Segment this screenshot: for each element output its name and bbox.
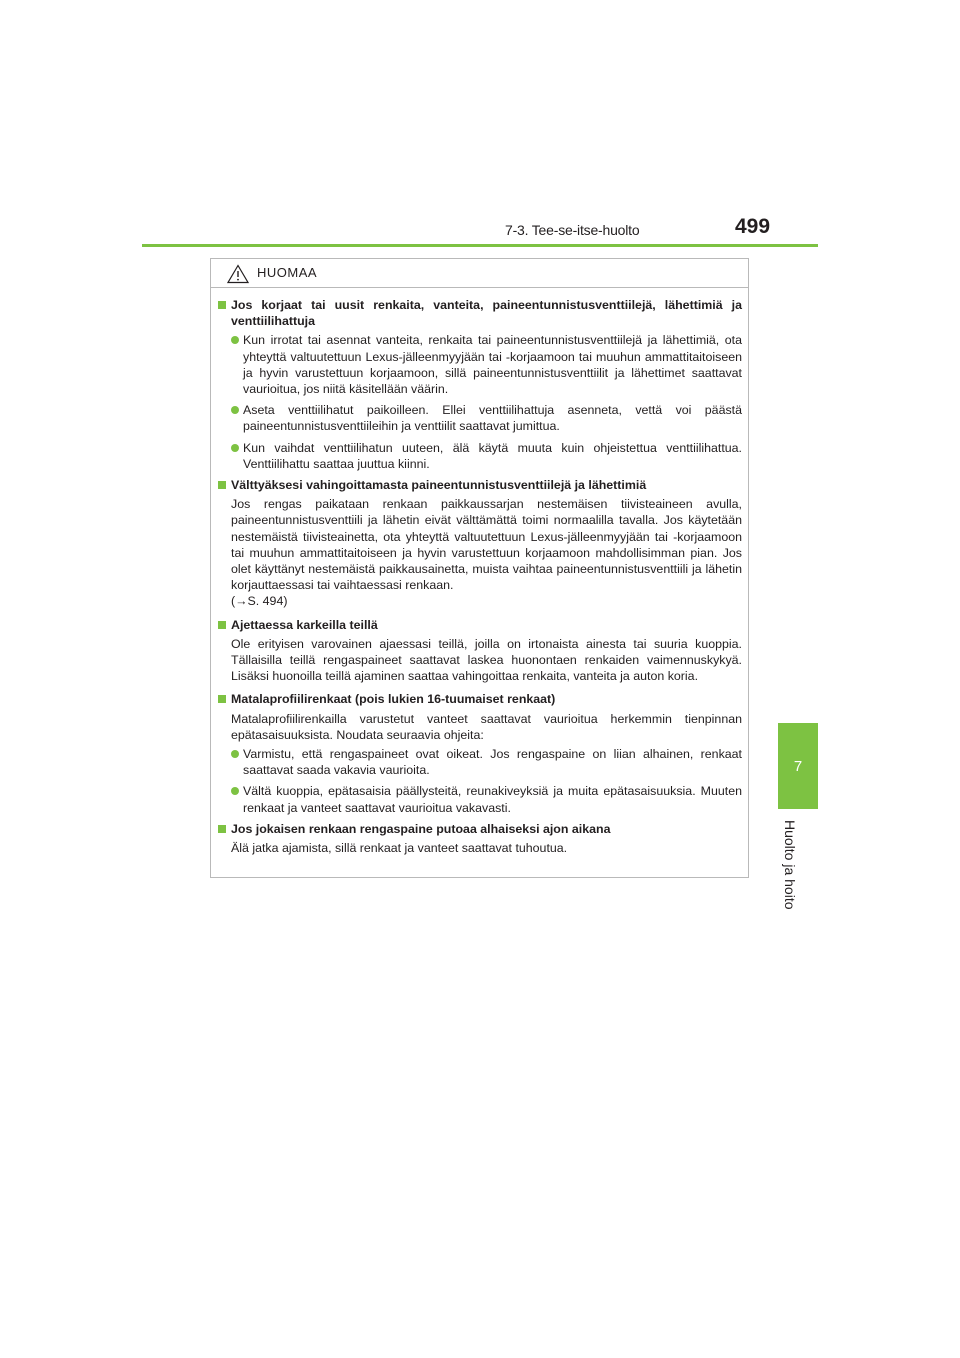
square-bullet-icon: [218, 695, 226, 703]
dot-bullet-icon: [231, 750, 239, 758]
notice-box: [210, 258, 749, 878]
warning-triangle-icon: [227, 264, 249, 284]
chapter-number: 7: [793, 757, 803, 775]
square-bullet-icon: [218, 481, 226, 489]
section-pressure-drop: [218, 821, 742, 856]
notice-label: HUOMAA: [257, 265, 318, 280]
section-paragraph: Matalaprofiilirenkailla varustetut vanteet saattavat vaurioitua herkemmin tienpinnan epätasaisuuksista. Noudata seuraavia ohjeita:: [231, 711, 742, 742]
header-divider: [142, 244, 818, 247]
page-number: 499: [735, 215, 771, 238]
section-heading: Matalaprofiilirenkaat (pois lukien 16-tuumaiset renkaat): [218, 691, 742, 707]
notice-header: [211, 259, 748, 288]
chapter-tab[interactable]: [778, 723, 818, 809]
square-bullet-icon: [218, 825, 226, 833]
notice-body: [211, 297, 748, 859]
section-heading: Jos jokaisen renkaan rengaspaine putoaa alhaiseksi ajon aikana: [218, 821, 742, 837]
page-reference-link[interactable]: (→S. 494): [231, 594, 288, 609]
list-item: Varmistu, että rengaspaineet ovat oikeat. Jos rengaspaine on liian alhainen, renkaat saattavat saada vakavia vaurioita.: [231, 746, 742, 778]
list-item: Vältä kuoppia, epätasaisia päällysteitä, reunakiveyksiä ja muita epätasaisuuksia. Muuten renkaat ja vanteet saattavat vaurioitua vakavasti.: [231, 783, 742, 815]
section-paragraph: Älä jatka ajamista, sillä renkaat ja vanteet saattavat tuhoutua.: [231, 841, 568, 856]
list-item: Kun irrotat tai asennat vanteita, renkaita tai paineentunnistusventtiilejä ja lähettimiä, ota yhteyttä valtuutettuun Lexus-jälleenmyyjään tai -korjaamoon tai muuhun ammattitaitoiseen ja hyvin varustettuun korjaamoon, sillä paineentunnistusventtiilit ja lähettimet saattavat vaurioitua, jos niitä käsitellään väärin.: [231, 332, 742, 397]
section-heading: Jos korjaat tai uusit renkaita, vanteita, paineentunnistusventtiilejä, lähettimiä ja venttiilihattuja: [218, 297, 742, 329]
section-low-profile: [218, 691, 742, 815]
section-heading: Välttyäksesi vahingoittamasta paineentunnistusventtiilejä ja lähettimiä: [218, 477, 742, 493]
list-item: Aseta venttiilihatut paikoilleen. Ellei venttiilihattuja asenneta, vettä voi päästä paineentunnistusventtiileihin ja venttiilit saattavat jumittua.: [231, 402, 742, 434]
section-avoid-damage: [218, 477, 742, 617]
section-paragraph: Jos rengas paikataan renkaan paikkaussarjan nestemäisen tiivisteaineen avulla, paineentunnistusventtiili ja lähetin eivät välttämättä toimi normaalilla tavalla. Jos käytetään nestemäistä tiivisteainetta, ota yhteyttä valtuutettuun Lexus-jälleenmyyjään tai -korjaamoon tai muuhun ammattitaitoiseen ja hyvin varustettuun korjaamoon mahdollisimman pian. Jos olet käyttänyt nestemäistä paikkausainetta, muista vaihtaa paineentunnistusventtiili ja lähetin korjauttaessasi tai vaihtaessasi renkaan.: [231, 497, 742, 593]
list-item: Kun vaihdat venttiilihatun uuteen, älä käytä muuta kuin ohjeistettua venttiilihattua. Venttiilihattu saattaa juuttua kiinni.: [231, 440, 742, 472]
dot-bullet-icon: [231, 406, 239, 414]
section-repair: [218, 297, 742, 472]
square-bullet-icon: [218, 301, 226, 309]
dot-bullet-icon: [231, 787, 239, 795]
section-paragraph: Ole erityisen varovainen ajaessasi teillä, joilla on irtonaista ainesta tai suuria kuoppia. Tällaisilla teillä rengaspaineet saattavat laskea huonontaen renkaiden vaimennuskykyä. Lisäksi huonoilla teillä ajaminen saattaa vahingoittaa renkaita, vanteita ja auton koria.: [231, 636, 742, 684]
square-bullet-icon: [218, 621, 226, 629]
section-heading: Ajettaessa karkeilla teillä: [218, 617, 742, 633]
dot-bullet-icon: [231, 336, 239, 344]
section-title: 7-3. Tee-se-itse-huolto: [505, 222, 640, 238]
dot-bullet-icon: [231, 444, 239, 452]
section-rough-roads: [218, 617, 742, 692]
chapter-title: Huolto ja hoito: [782, 820, 798, 910]
